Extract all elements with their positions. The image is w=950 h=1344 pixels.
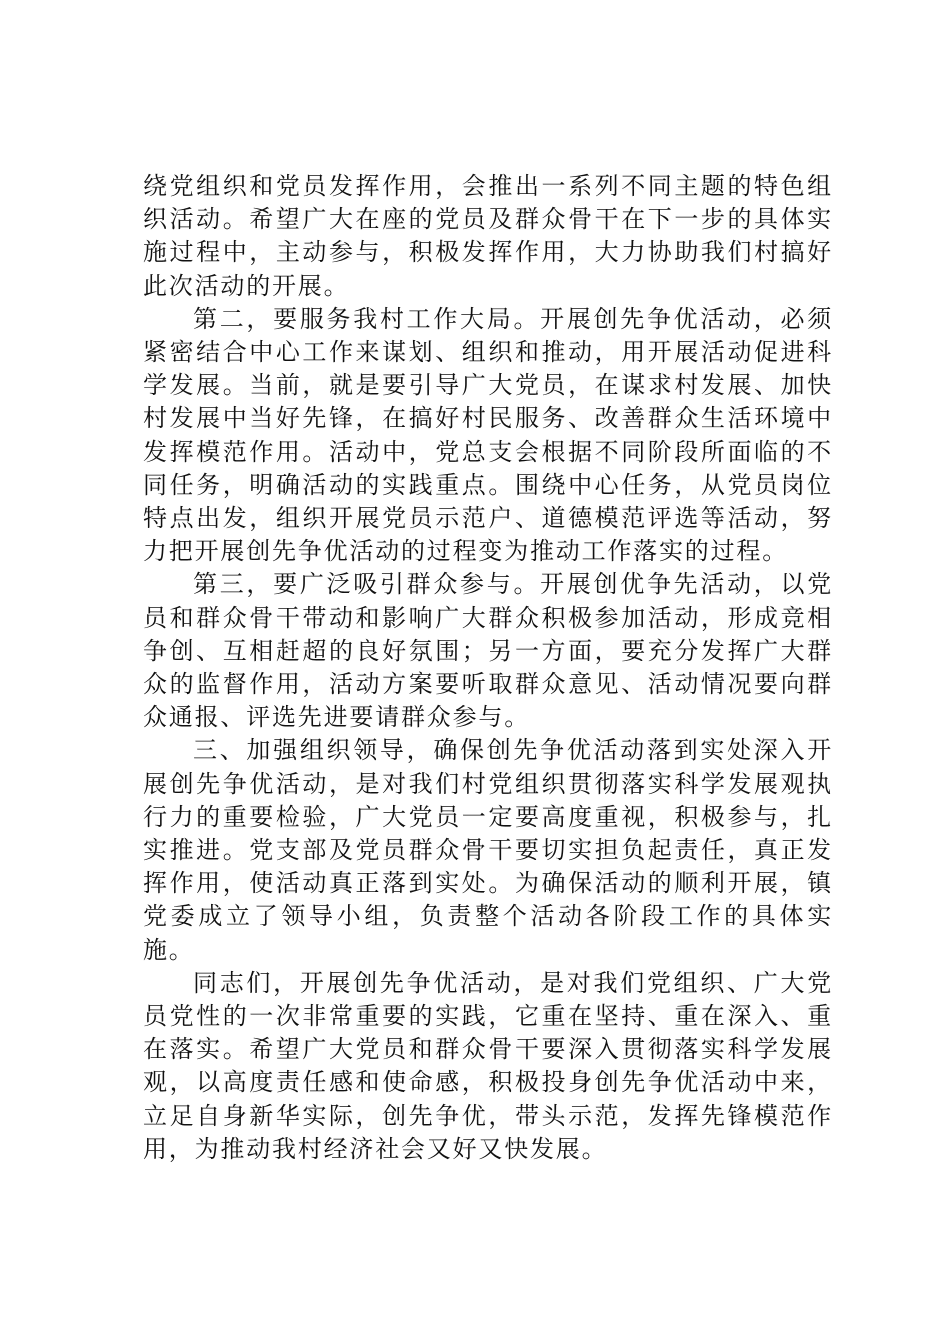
paragraph-3: 第三，要广泛吸引群众参与。开展创优争先活动，以党员和群众骨干带动和影响广大群众积极参加活动，形成竞相争创、互相赶超的良好氛围；另一方面，要充分发挥广大群众的监督作用，活动方案要听取群众意见、活动情况要向群众通报、评选先进要请群众参与。 — [143, 570, 833, 732]
paragraph-5: 同志们，开展创先争优活动，是对我们党组织、广大党员党性的一次非常重要的实践，它重在坚持、重在深入、重在落实。希望广大党员和群众骨干要深入贯彻落实科学发展观，以高度责任感和使命感，积极投身创先争优活动中来，立足自身新华实际，创先争优，带头示范，发挥先锋模范作用，为推动我村经济社会又好又快发展。 — [143, 968, 833, 1163]
paragraph-2: 第二，要服务我村工作大局。开展创先争优活动，必须紧密结合中心工作来谋划、组织和推动，用开展活动促进科学发展。当前，就是要引导广大党员，在谋求村发展、加快村发展中当好先锋，在搞好村民服务、改善群众生活环境中发挥模范作用。活动中，党总支会根据不同阶段所面临的不同任务，明确活动的实践重点。围绕中心任务，从党员岗位特点出发，组织开展党员示范户、道德模范评选等活动，努力把开展创先争优活动的过程变为推动工作落实的过程。 — [143, 304, 833, 566]
paragraph-4: 三、加强组织领导，确保创先争优活动落到实处深入开展创先争优活动，是对我们村党组织贯彻落实科学发展观执行力的重要检验，广大党员一定要高度重视，积极参与，扎实推进。党支部及党员群众骨干要切实担负起责任，真正发挥作用，使活动真正落到实处。为确保活动的顺利开展，镇党委成立了领导小组，负责整个活动各阶段工作的具体实施。 — [143, 736, 833, 964]
document-body — [143, 170, 833, 1166]
paragraph-1: 绕党组织和党员发挥作用，会推出一系列不同主题的特色组织活动。希望广大在座的党员及群众骨干在下一步的具体实施过程中，主动参与，积极发挥作用，大力协助我们村搞好此次活动的开展。 — [143, 172, 833, 300]
